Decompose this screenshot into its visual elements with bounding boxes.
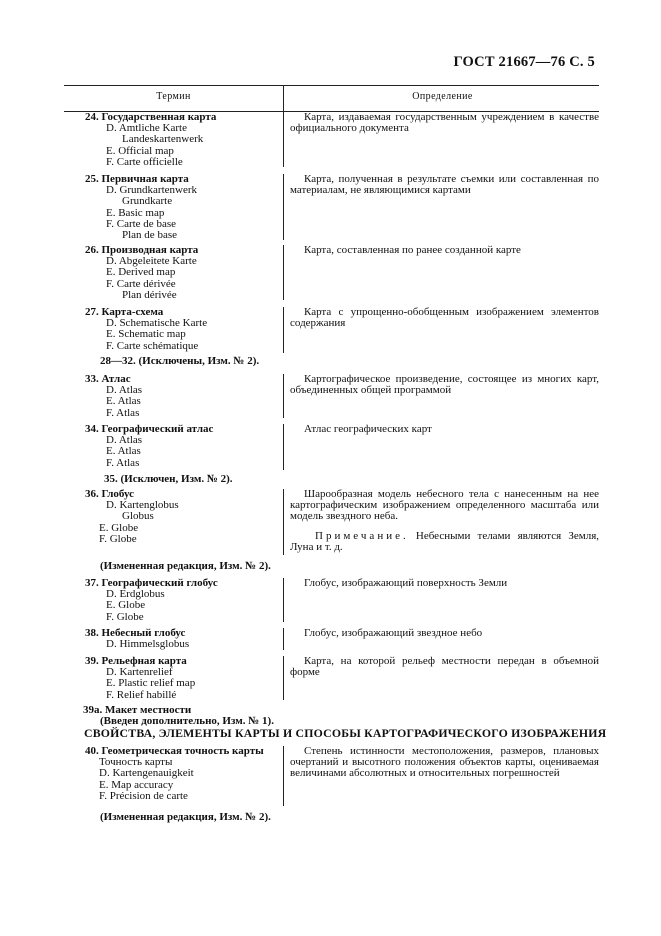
excluded-note: 35. (Исключен, Изм. № 2). <box>104 473 233 485</box>
note-text: Небесными телами являются Земля, Луна и т. д. <box>290 529 600 553</box>
definition-cell <box>283 746 599 806</box>
term-cell <box>64 245 283 301</box>
term-row-33 <box>64 374 599 418</box>
term-title <box>64 578 283 589</box>
term-cell <box>64 112 283 168</box>
term-cell <box>64 174 283 241</box>
revision-note: (Измененная редакция, Изм. № 2). <box>100 560 271 572</box>
term-number: 39. <box>85 655 99 667</box>
column-divider <box>283 86 284 111</box>
foreign-equivalent: F. Carte schématique <box>106 339 199 352</box>
foreign-equivalent: Grundkarte <box>122 195 173 208</box>
definition-cell <box>283 628 599 650</box>
foreign-equivalent: Globus <box>122 510 154 523</box>
term-name: Глобус <box>101 488 135 500</box>
foreign-equivalent: Landeskartenwerk <box>122 133 204 146</box>
definition-cell <box>283 307 599 353</box>
definition-text: Степень истинности местоположения, размеров, плановых очертаний и высотного положения объектов карты, оцениваемая величинами абсолютных и относительных погрешностей <box>290 745 599 780</box>
term-name: Первичная карта <box>101 173 189 185</box>
definition-text: Шарообразная модель небесного тела с нанесенным на нее картографическим изображением определенного масштаба или модель звездного неба. <box>290 488 599 523</box>
definition-cell <box>283 656 599 700</box>
foreign-equivalent: E. Derived map <box>106 266 176 279</box>
model-term-title: 39а. Макет местности <box>83 704 192 716</box>
term-title <box>64 656 283 667</box>
term-cell <box>64 746 283 802</box>
foreign-equivalent: D. Schematische Karte <box>106 317 208 330</box>
term-name: Географический атлас <box>101 423 214 435</box>
foreign-equivalent: E. Atlas <box>106 395 141 408</box>
section-title: СВОЙСТВА, ЭЛЕМЕНТЫ КАРТЫ И СПОСОБЫ КАРТОГРАФИЧЕСКОГО ИЗОБРАЖЕНИЯ <box>84 726 607 740</box>
definition-text: Карта, издаваемая государственным учреждением в качестве официального документа <box>290 111 599 135</box>
foreign-equivalent: D. Atlas <box>106 434 143 447</box>
term-row-25 <box>64 174 599 240</box>
definition-text: Карта, составленная по ранее созданной карте <box>304 244 521 256</box>
foreign-equivalent: D. Atlas <box>106 384 143 397</box>
term-number: 38. <box>85 627 99 639</box>
definition-cell <box>283 112 599 167</box>
foreign-equivalent: F. Carte dérivée <box>106 277 176 290</box>
term-name: Карта-схема <box>101 306 164 318</box>
foreign-equivalent: F. Atlas <box>106 456 140 469</box>
revision-note: (Измененная редакция, Изм. № 2). <box>100 811 271 823</box>
term-row-38 <box>64 628 599 650</box>
term-number: 27. <box>85 306 99 318</box>
definition-cell <box>283 424 599 470</box>
term-name: Геометрическая точность карты <box>101 745 264 757</box>
term-row-26 <box>64 245 599 300</box>
term-number: 37. <box>85 577 99 589</box>
term-cell <box>64 628 283 650</box>
term-name: Рельефная карта <box>101 655 187 667</box>
term-row-24 <box>64 112 599 167</box>
definition-text: Карта с упрощенно-обобщенным изображением элементов содержания <box>290 306 599 330</box>
term-row-34 <box>64 424 599 470</box>
term-name: Атлас <box>101 373 131 385</box>
term-cell <box>64 374 283 419</box>
foreign-equivalent: E. Atlas <box>106 445 141 458</box>
foreign-equivalent: D. Kartenrelief <box>106 666 173 679</box>
term-cell <box>64 424 283 469</box>
definition-note <box>290 531 599 553</box>
addition-note: (Введен дополнительно, Изм. № 1). <box>100 715 274 727</box>
term-row-37 <box>64 578 599 622</box>
foreign-equivalent: F. Globe <box>99 532 137 545</box>
term-number: 34. <box>85 423 99 435</box>
term-title <box>64 374 283 385</box>
foreign-equivalent: E. Plastic relief map <box>106 677 196 690</box>
foreign-equivalent: F. Carte de base <box>106 217 176 230</box>
foreign-equivalent: D. Abgeleitete Karte <box>106 255 197 268</box>
term-number: 26. <box>85 244 99 256</box>
excluded-note: 28—32. (Исключены, Изм. № 2). <box>100 355 260 367</box>
foreign-equivalent: E. Official map <box>106 144 174 157</box>
table-header <box>64 85 599 112</box>
foreign-equivalent: F. Carte officielle <box>106 155 183 168</box>
term-title <box>64 424 283 435</box>
term-number: 36. <box>85 488 99 500</box>
term-number: 25. <box>85 173 99 185</box>
foreign-equivalent: D. Amtliche Karte <box>106 122 187 135</box>
term-row-40 <box>64 746 599 806</box>
definition-text: Атлас географических карт <box>304 423 432 435</box>
definition-cell <box>283 578 599 622</box>
term-title <box>64 746 283 757</box>
foreign-equivalent: Plan de base <box>122 229 177 242</box>
definition-text: Глобус, изображающий поверхность Земли <box>304 577 508 589</box>
foreign-equivalent: F. Atlas <box>106 406 140 419</box>
term-row-27 <box>64 307 599 353</box>
term-name: Географический глобус <box>101 577 218 589</box>
foreign-equivalent: Plan dérivée <box>122 288 177 301</box>
foreign-equivalent: E. Globe <box>106 599 146 612</box>
definition-column-header: Определение <box>412 91 473 102</box>
definition-cell <box>283 174 599 240</box>
term-number: 33. <box>85 373 99 385</box>
foreign-equivalent: E. Schematic map <box>106 328 186 341</box>
term-cell <box>64 307 283 352</box>
foreign-equivalent: D. Kartengenauigkeit <box>99 767 194 780</box>
term-column-header: Термин <box>156 91 191 102</box>
term-name: Небесный глобус <box>101 627 186 639</box>
definition-text: Глобус, изображающий звездное небо <box>304 627 483 639</box>
definition-cell <box>283 374 599 418</box>
foreign-equivalent: D. Kartenglobus <box>106 499 179 512</box>
foreign-equivalent: D. Grundkartenwerk <box>106 184 198 197</box>
term-row-39 <box>64 656 599 700</box>
definition-text: Карта, полученная в результате съемки или составленная по материалам, не являющимися картами <box>290 173 599 197</box>
term-number: 24. <box>85 111 99 123</box>
definition-text: Карта, на которой рельеф местности передан в объемной форме <box>290 655 599 679</box>
alternative-term: Точность карты <box>99 756 173 769</box>
foreign-equivalent: D. Erdglobus <box>106 588 165 601</box>
definition-cell <box>283 245 599 300</box>
term-cell <box>64 656 283 701</box>
term-cell <box>64 578 283 623</box>
foreign-equivalent: E. Globe <box>99 521 139 534</box>
term-cell <box>64 489 283 545</box>
definition-text: Картографическое произведение, состоящее из многих карт, объединенных общей программой <box>290 373 599 397</box>
definition-cell <box>283 489 599 555</box>
term-row-36 <box>64 489 599 555</box>
term-name: Производная карта <box>101 244 199 256</box>
note-label: Примечание. <box>315 529 409 542</box>
term-name: Государственная карта <box>101 111 217 123</box>
foreign-equivalent: F. Globe <box>106 610 144 623</box>
foreign-equivalent: F. Précision de carte <box>99 789 188 802</box>
term-number: 40. <box>85 745 99 757</box>
foreign-equivalent: E. Basic map <box>106 206 165 219</box>
foreign-equivalent: D. Himmelsglobus <box>106 638 190 651</box>
foreign-equivalent: F. Relief habillé <box>106 688 177 701</box>
page-header: ГОСТ 21667—76 С. 5 <box>453 54 595 70</box>
foreign-equivalent: E. Map accuracy <box>99 778 174 791</box>
